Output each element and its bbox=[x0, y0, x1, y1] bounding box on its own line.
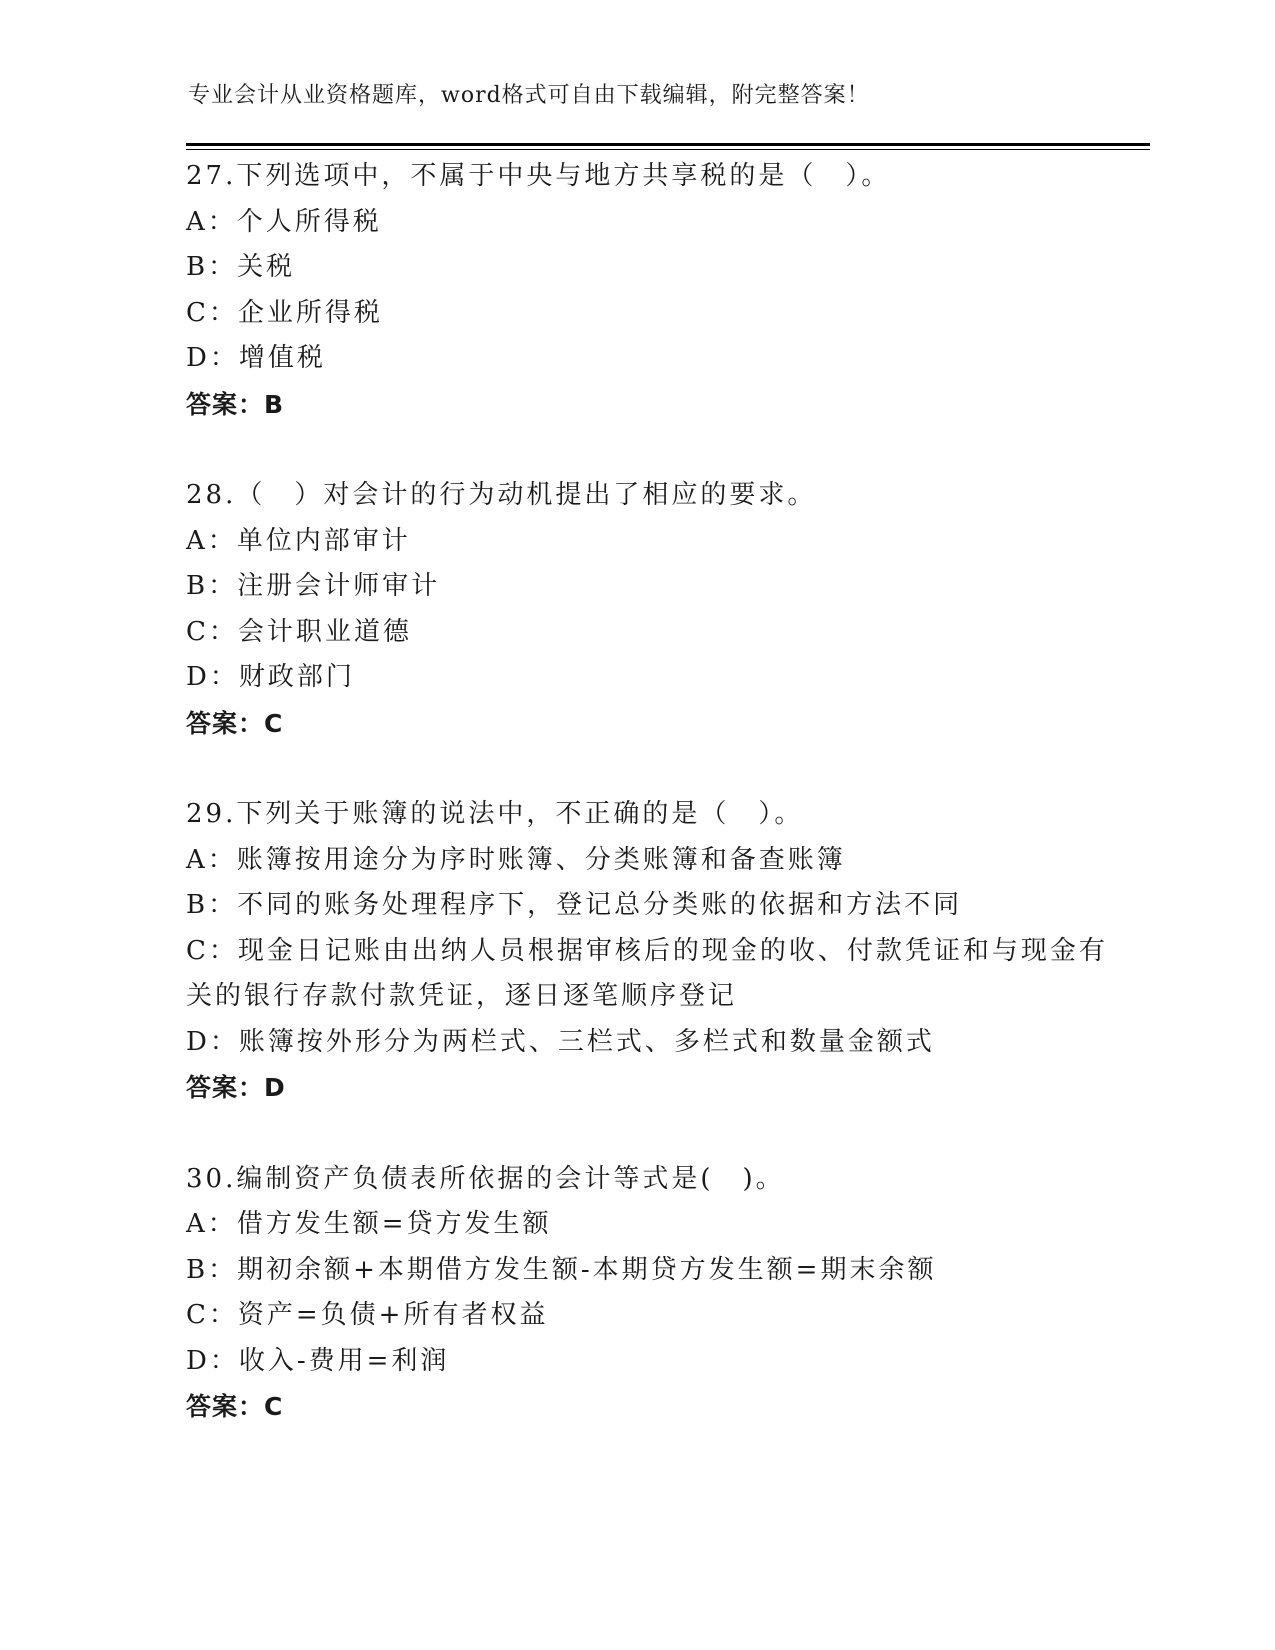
spacer bbox=[186, 746, 1126, 792]
answer: 答案：C bbox=[186, 1392, 284, 1421]
option-c: C：企业所得税 bbox=[186, 297, 383, 328]
option-d: D：财政部门 bbox=[186, 662, 355, 692]
option-d: D：收入-费用=利润 bbox=[186, 1345, 450, 1376]
header-rule-thick bbox=[186, 143, 1150, 146]
question-stem: 27.下列选项中，不属于中央与地方共享税的是（ ）。 bbox=[186, 161, 891, 191]
question-28 bbox=[186, 473, 1126, 746]
option-b: B：期初余额+本期借方发生额-本期贷方发生额=期末余额 bbox=[186, 1254, 937, 1285]
question-29 bbox=[186, 792, 1126, 1111]
option-a: A：单位内部审计 bbox=[186, 525, 411, 556]
option-c: C：资产=负债+所有者权益 bbox=[186, 1300, 549, 1330]
option-a: A：个人所得税 bbox=[186, 206, 382, 237]
page-header: 专业会计从业资格题库，word格式可自由下载编辑，附完整答案！ bbox=[188, 83, 870, 108]
option-c: C：会计职业道德 bbox=[186, 616, 412, 647]
option-a: A：借方发生额=贷方发生额 bbox=[186, 1209, 552, 1239]
question-list bbox=[186, 154, 1126, 1430]
option-a: A：账簿按用途分为序时账簿、分类账簿和备查账簿 bbox=[186, 844, 846, 875]
option-d: D：增值税 bbox=[186, 343, 326, 373]
option-b: B：不同的账务处理程序下，登记总分类账的依据和方法不同 bbox=[186, 890, 963, 920]
option-b: B：关税 bbox=[186, 252, 296, 282]
question-stem: 28.（ ）对会计的行为动机提出了相应的要求。 bbox=[186, 480, 817, 510]
question-stem: 30.编制资产负债表所依据的会计等式是( )。 bbox=[186, 1163, 785, 1194]
question-27 bbox=[186, 154, 1126, 427]
option-d: D：账簿按外形分为两栏式、三栏式、多栏式和数量金额式 bbox=[186, 1026, 935, 1057]
question-30 bbox=[186, 1157, 1126, 1430]
question-stem: 29.下列关于账簿的说法中，不正确的是（ ）。 bbox=[186, 799, 804, 829]
spacer bbox=[186, 1111, 1126, 1157]
option-b: B：注册会计师审计 bbox=[186, 571, 441, 601]
answer: 答案：C bbox=[186, 708, 284, 738]
option-c: C：现金日记账由出纳人员根据审核后的现金的收、付款凭证和与现金有关的银行存款付款凭证，逐日逐笔顺序登记 bbox=[186, 935, 1108, 1011]
spacer bbox=[186, 427, 1126, 473]
answer: 答案：D bbox=[186, 1073, 286, 1102]
answer: 答案：B bbox=[186, 389, 285, 419]
header-rule-thin bbox=[186, 149, 1150, 150]
